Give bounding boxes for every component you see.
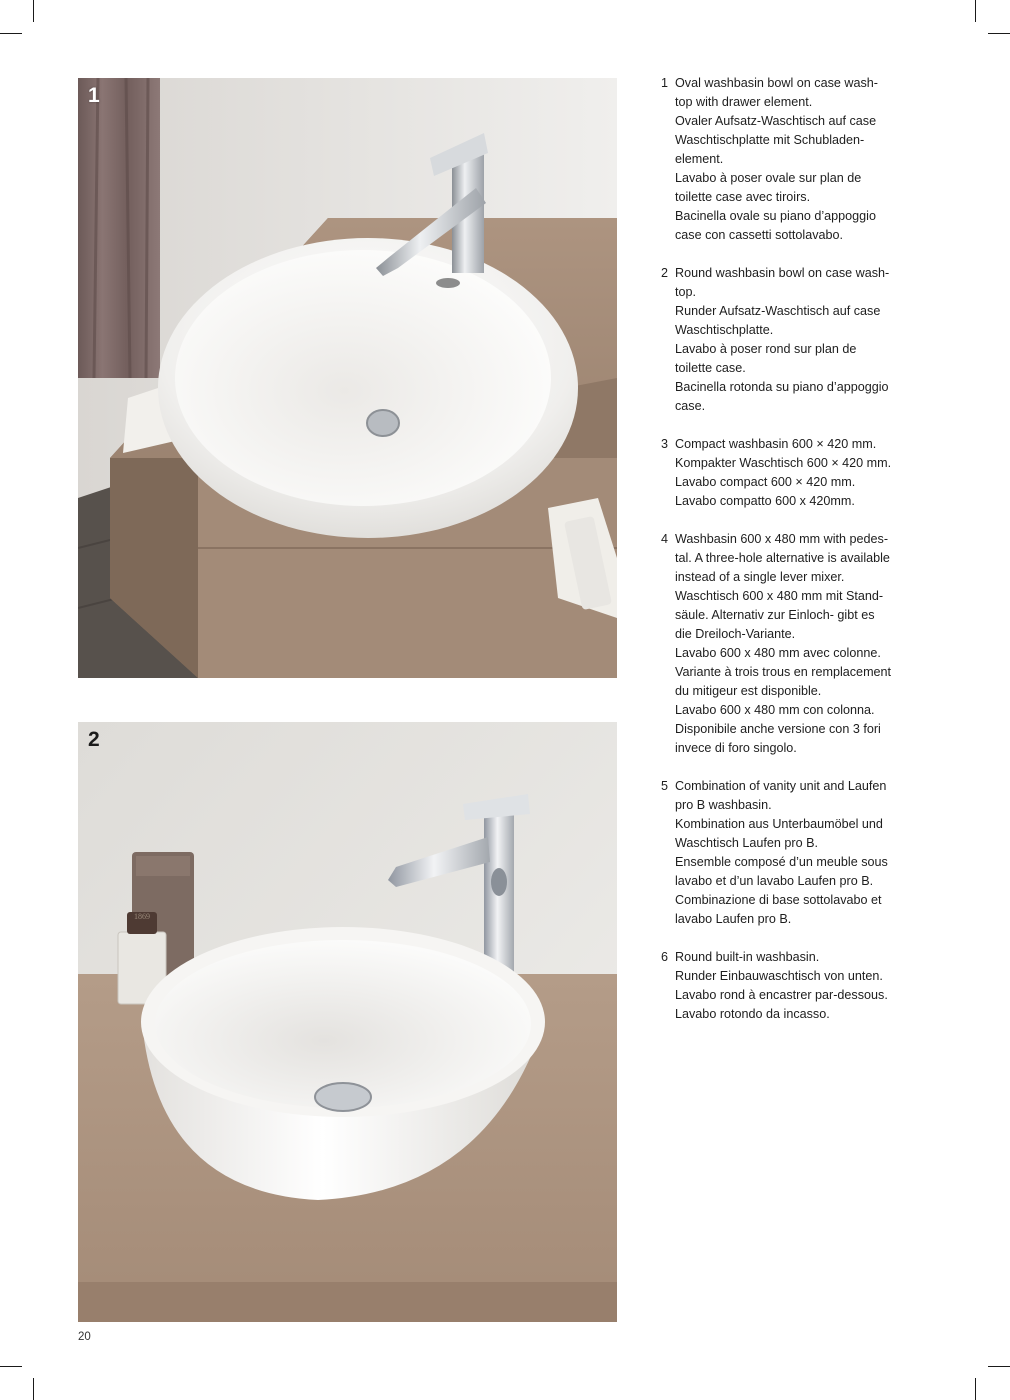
caption-line: case con cassetti sottolavabo. <box>675 228 844 242</box>
caption-line: invece di foro singolo. <box>675 741 797 755</box>
caption-line: Combination of vanity unit and Laufen <box>675 779 887 793</box>
caption-line: Lavabo rond à encastrer par-dessous. <box>675 988 888 1002</box>
crop-mark <box>975 0 976 22</box>
crop-mark <box>0 1366 22 1367</box>
caption-line: top. <box>675 285 697 299</box>
caption-line: element. <box>675 152 724 166</box>
caption-item <box>661 777 911 929</box>
caption-line: Kompakter Waschtisch 600 × 420 mm. <box>675 456 892 470</box>
caption-line: Waschtisch Laufen pro B. <box>675 836 819 850</box>
caption-line: Kombination aus Unterbaumöbel und <box>675 817 883 831</box>
caption-number: 6 <box>661 950 669 964</box>
photo-number: 2 <box>88 728 100 751</box>
caption-line: du mitigeur est disponible. <box>675 684 822 698</box>
crop-mark <box>975 1378 976 1400</box>
crop-mark <box>988 33 1010 34</box>
caption-line: Ensemble composé d’un meuble sous <box>675 855 888 869</box>
caption-line: Oval washbasin bowl on case wash- <box>675 76 879 90</box>
caption-line: Variante à trois trous en remplacement <box>675 665 892 679</box>
caption-line: instead of a single lever mixer. <box>675 570 845 584</box>
bottle-label: 1869 <box>134 912 150 921</box>
page-number: 20 <box>78 1331 91 1343</box>
crop-mark <box>0 33 22 34</box>
caption-line: toilette case avec tiroirs. <box>675 190 811 204</box>
caption-line: Lavabo compatto 600 x 420mm. <box>675 494 855 508</box>
caption-text <box>675 530 911 758</box>
caption-line: Waschtischplatte. <box>675 323 774 337</box>
caption-line: Bacinella ovale su piano d’appoggio <box>675 209 876 223</box>
caption-number: 4 <box>661 532 669 546</box>
caption-line: Ovaler Aufsatz-Waschtisch auf case <box>675 114 877 128</box>
caption-text <box>675 435 911 511</box>
caption-line: tal. A three-hole alternative is available <box>675 551 890 565</box>
caption-line: Lavabo compact 600 × 420 mm. <box>675 475 856 489</box>
caption-line: Waschtisch 600 x 480 mm mit Stand- <box>675 589 884 603</box>
caption-line: Runder Aufsatz-Waschtisch auf case <box>675 304 881 318</box>
caption-line: Lavabo à poser rond sur plan de <box>675 342 857 356</box>
caption-line: säule. Alternativ zur Einloch- gibt es <box>675 608 875 622</box>
caption-line: toilette case. <box>675 361 746 375</box>
photo-number: 1 <box>88 84 100 107</box>
caption-line: Lavabo rotondo da incasso. <box>675 1007 830 1021</box>
caption-line: Round built-in washbasin. <box>675 950 820 964</box>
caption-text <box>675 74 911 245</box>
caption-line: Compact washbasin 600 × 420 mm. <box>675 437 877 451</box>
caption-number: 3 <box>661 437 669 451</box>
caption-line: Lavabo à poser ovale sur plan de <box>675 171 862 185</box>
caption-line: lavabo et d’un lavabo Laufen pro B. <box>675 874 874 888</box>
caption-line: Combinazione di base sottolavabo et <box>675 893 882 907</box>
caption-line: Bacinella rotonda su piano d’appoggio <box>675 380 889 394</box>
caption-line: case. <box>675 399 706 413</box>
caption-item <box>661 74 911 245</box>
caption-text <box>675 264 911 416</box>
product-photo-oval-washbasin <box>78 78 617 678</box>
caption-number: 2 <box>661 266 669 280</box>
caption-line: Round washbasin bowl on case wash- <box>675 266 890 280</box>
caption-item <box>661 948 911 1024</box>
photo-illustration <box>78 722 617 1322</box>
caption-line: pro B washbasin. <box>675 798 772 812</box>
captions-list <box>661 74 911 1043</box>
caption-line: Lavabo 600 x 480 mm con colonna. <box>675 703 875 717</box>
caption-line: die Dreiloch-Variante. <box>675 627 796 641</box>
caption-line: Disponibile anche versione con 3 fori <box>675 722 881 736</box>
caption-text <box>675 777 911 929</box>
caption-line: Runder Einbauwaschtisch von unten. <box>675 969 883 983</box>
caption-item <box>661 530 911 758</box>
product-photo-round-washbasin <box>78 722 617 1322</box>
caption-number: 1 <box>661 76 669 90</box>
caption-item <box>661 264 911 416</box>
caption-line: top with drawer element. <box>675 95 813 109</box>
caption-line: Lavabo 600 x 480 mm avec colonne. <box>675 646 881 660</box>
caption-item <box>661 435 911 511</box>
caption-line: lavabo Laufen pro B. <box>675 912 792 926</box>
crop-mark <box>33 0 34 22</box>
photo-illustration <box>78 78 617 678</box>
caption-line: Waschtischplatte mit Schubladen- <box>675 133 865 147</box>
caption-number: 5 <box>661 779 669 793</box>
caption-text <box>675 948 911 1024</box>
crop-mark <box>988 1366 1010 1367</box>
crop-mark <box>33 1378 34 1400</box>
caption-line: Washbasin 600 x 480 mm with pedes- <box>675 532 889 546</box>
